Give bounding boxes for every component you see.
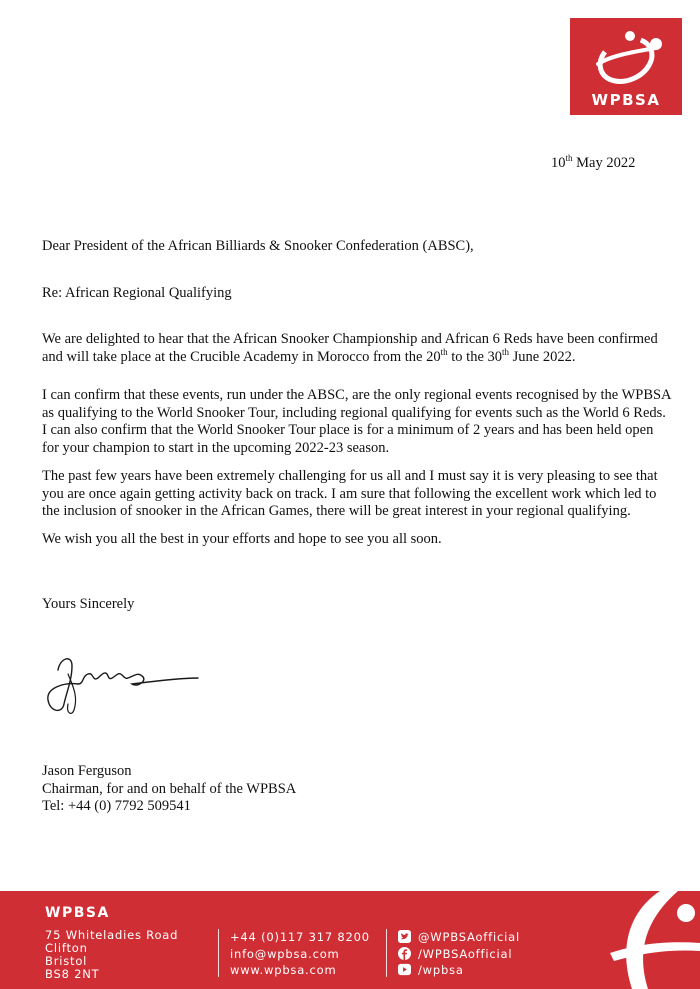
paragraph-4: We wish you all the best in your efforts and hope to see you all soon. xyxy=(42,531,442,547)
paragraph-line: and will take place at the Crucible Academy in Morocco from the 20th to the 30th June 2022. xyxy=(42,346,576,365)
phone-link[interactable]: +44 (0)117 317 8200 xyxy=(230,930,370,944)
paragraph-line: you are once again getting activity back on track. I am sure that following the excellent work which led to xyxy=(42,485,657,502)
youtube-channel-link[interactable]: /wpbsa xyxy=(418,963,464,977)
footer-divider xyxy=(386,929,387,977)
handwritten-signature xyxy=(38,648,208,718)
paragraph-line: for your champion to start in the upcoming 2022-23 season. xyxy=(42,439,390,456)
signer-title: Chairman, for and on behalf of the WPBSA xyxy=(42,780,297,797)
facebook-icon[interactable] xyxy=(398,947,411,960)
footer-contact xyxy=(230,929,370,979)
paragraph-2 xyxy=(42,387,672,457)
footer-divider xyxy=(218,929,219,977)
paragraph-1 xyxy=(42,331,658,366)
salutation: Dear President of the African Billiards & Snooker Confederation (ABSC), xyxy=(42,238,474,254)
address-line: Clifton xyxy=(45,941,88,955)
twitter-icon[interactable] xyxy=(398,930,411,943)
address-line: Bristol xyxy=(45,954,88,968)
paragraph-line: The past few years have been extremely challenging for us all and I must say it is very pleasing to see that xyxy=(42,468,658,484)
address-line: BS8 2NT xyxy=(45,967,100,981)
swoosh-graphic xyxy=(590,891,700,989)
address-line: 75 Whiteladies Road xyxy=(45,928,179,942)
footer xyxy=(0,891,700,989)
footer-social xyxy=(418,929,520,979)
youtube-icon[interactable] xyxy=(398,963,411,976)
paragraph-line: the inclusion of snooker in the African Games, there will be great interest in your regional qualifying. xyxy=(42,503,631,519)
wpbsa-logo xyxy=(570,18,682,115)
signer-name: Jason Ferguson xyxy=(42,763,132,779)
signer-phone: Tel: +44 (0) 7792 509541 xyxy=(42,798,191,814)
paragraph-line: We are delighted to hear that the African Snooker Championship and African 6 Reds have been confirmed xyxy=(42,331,658,347)
logo-text: WPBSA xyxy=(591,91,661,109)
twitter-handle-link[interactable]: @WPBSAofficial xyxy=(418,930,520,944)
paragraph-3 xyxy=(42,468,658,521)
website-link[interactable]: www.wpbsa.com xyxy=(230,963,337,977)
subject-line: Re: African Regional Qualifying xyxy=(42,285,232,301)
paragraph-line: I can also confirm that the World Snooker Tour place is for a minimum of 2 years and has been held open xyxy=(42,422,654,438)
facebook-page-link[interactable]: /WPBSAofficial xyxy=(418,946,513,961)
letter-date: 10th May 2022 xyxy=(551,153,636,171)
email-link[interactable]: info@wpbsa.com xyxy=(230,946,340,961)
paragraph-line: as qualifying to the World Snooker Tour, including regional qualifying for events such as the World 6 Reds. xyxy=(42,404,666,421)
signer-block xyxy=(42,763,296,816)
footer-address xyxy=(45,929,178,981)
closing: Yours Sincerely xyxy=(42,596,135,612)
footer-brand: WPBSA xyxy=(45,905,110,921)
paragraph-line: I can confirm that these events, run under the ABSC, are the only regional events recognised by the WPBSA xyxy=(42,387,672,403)
